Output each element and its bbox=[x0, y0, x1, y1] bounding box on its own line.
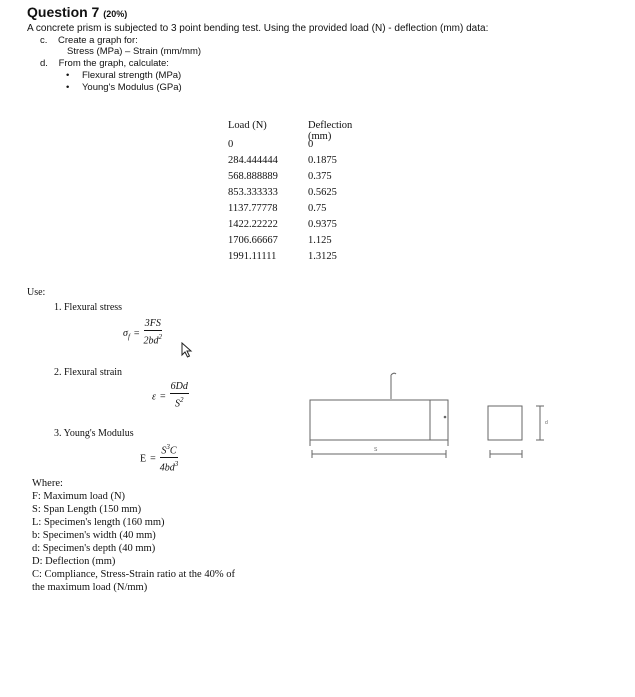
bullet-text: Flexural strength (MPa) bbox=[81, 70, 182, 81]
task-c bbox=[40, 35, 138, 46]
formula-3-numerator: $S^3C$ bbox=[161, 443, 177, 457]
table-cell-load: 853.333333 bbox=[228, 187, 278, 198]
formula-3-fraction bbox=[160, 441, 179, 475]
where-item: C: Compliance, Stress-Strain ratio at the 40% of bbox=[32, 569, 235, 580]
table-cell-load: 284.444444 bbox=[228, 155, 278, 166]
depth-label: d bbox=[545, 420, 548, 426]
where-label: Where: bbox=[32, 478, 63, 489]
formula-1-label: 1. Flexural stress bbox=[54, 302, 123, 313]
formula-1-lhs: $\sigma_f$ bbox=[123, 328, 130, 342]
flexural-strain-formula bbox=[152, 381, 189, 410]
formula-3-lhs: E bbox=[140, 453, 147, 465]
formula-1-denominator: $2bd^2$ bbox=[143, 333, 163, 347]
where-item: b: Specimen's width (40 mm) bbox=[32, 530, 156, 541]
table-cell-deflection: 0.5625 bbox=[308, 187, 337, 198]
flexural-stress-formula bbox=[123, 318, 162, 347]
table-cell-load: 1422.22222 bbox=[228, 219, 278, 230]
equals-sign: = bbox=[159, 391, 166, 403]
equals-sign: = bbox=[150, 453, 156, 465]
table-cell-deflection: 0.9375 bbox=[308, 219, 337, 230]
table-cell-deflection: 0 bbox=[308, 139, 314, 150]
question-title bbox=[27, 4, 127, 20]
question-weight: (20%) bbox=[103, 9, 128, 19]
task-d-text: From the graph, calculate: bbox=[58, 58, 169, 69]
where-item: D: Deflection (mm) bbox=[32, 556, 116, 567]
table-cell-deflection: 0.1875 bbox=[308, 155, 337, 166]
table-header-load: Load (N) bbox=[228, 120, 267, 131]
mouse-cursor-icon bbox=[181, 342, 193, 358]
bullet-text: Young's Modulus (GPa) bbox=[81, 82, 182, 93]
load-arrow-head bbox=[391, 373, 396, 375]
bullet-icon: • bbox=[66, 70, 70, 81]
question-intro: A concrete prism is subjected to 3 point bending test. Using the provided load (N) - deflection (mm) data: bbox=[27, 23, 489, 34]
formula-3-label: 3. Young's Modulus bbox=[54, 428, 134, 439]
formula-2-lhs: ε bbox=[152, 391, 156, 403]
formula-2-denominator: $S^2$ bbox=[174, 396, 184, 410]
where-item: S: Span Length (150 mm) bbox=[32, 504, 142, 515]
table-cell-deflection: 1.125 bbox=[308, 235, 332, 246]
table-cell-deflection: 0.75 bbox=[308, 203, 327, 214]
where-item: F: Maximum load (N) bbox=[32, 491, 126, 502]
task-c-text: Create a graph for: bbox=[58, 35, 138, 46]
question-number: Question 7 bbox=[27, 4, 100, 20]
prism-beam bbox=[310, 400, 448, 440]
table-cell-load: 0 bbox=[228, 139, 234, 150]
bullet-item bbox=[66, 70, 181, 81]
equals-sign: = bbox=[133, 328, 140, 340]
bullet-icon: • bbox=[66, 82, 70, 93]
table-cell-load: 1706.66667 bbox=[228, 235, 278, 246]
table-cell-deflection: 1.3125 bbox=[308, 251, 337, 262]
three-point-bending-diagram bbox=[300, 370, 560, 470]
formula-1-fraction bbox=[144, 318, 163, 347]
beam-dot bbox=[444, 416, 446, 418]
table-cell-deflection: 0.375 bbox=[308, 171, 332, 182]
table-header-deflection: Deflection (mm) bbox=[308, 120, 353, 142]
task-d-letter: d. bbox=[40, 58, 48, 69]
task-d bbox=[40, 58, 169, 69]
table-cell-load: 1991.11111 bbox=[228, 251, 277, 262]
where-item: the maximum load (N/mm) bbox=[32, 582, 148, 593]
task-c-letter: c. bbox=[40, 35, 48, 46]
table-cell-load: 568.888889 bbox=[228, 171, 278, 182]
formula-2-fraction bbox=[170, 381, 189, 410]
span-label: S bbox=[374, 447, 378, 453]
bullet-item bbox=[66, 82, 182, 93]
formula-2-label: 2. Flexural strain bbox=[54, 367, 123, 378]
task-c-subitem: Stress (MPa) – Strain (mm/mm) bbox=[67, 46, 202, 57]
use-label: Use: bbox=[27, 287, 46, 298]
formula-3-denominator: $4bd^3$ bbox=[159, 460, 179, 474]
table-cell-load: 1137.77778 bbox=[228, 203, 278, 214]
formula-2-numerator: 6Dd bbox=[170, 381, 188, 392]
where-item: L: Specimen's length (160 mm) bbox=[32, 517, 165, 528]
cross-section bbox=[488, 406, 522, 440]
youngs-modulus-formula bbox=[140, 441, 178, 475]
where-item: d: Specimen's depth (40 mm) bbox=[32, 543, 156, 554]
formula-1-numerator: 3FS bbox=[144, 318, 161, 329]
